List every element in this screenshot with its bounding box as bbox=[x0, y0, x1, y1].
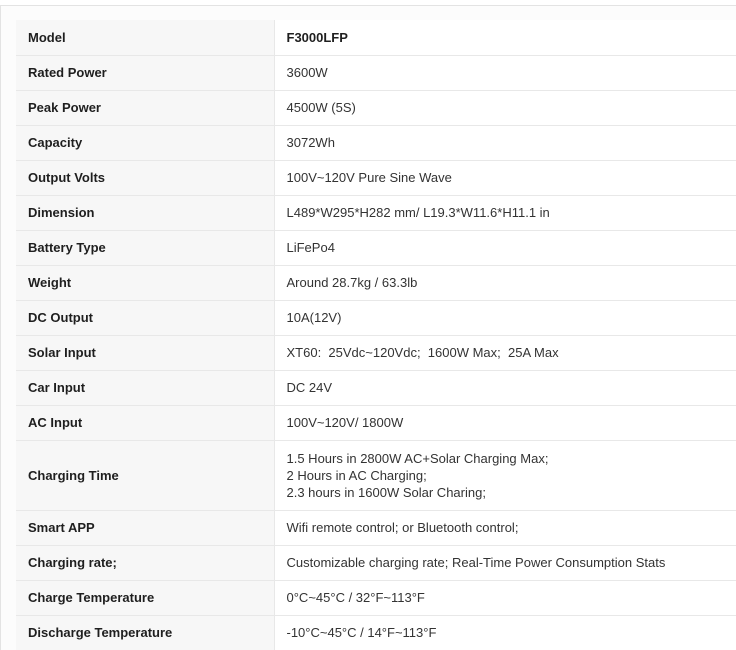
row-label: Output Volts bbox=[16, 160, 274, 195]
table-row-battery-type bbox=[16, 230, 736, 265]
row-label: Car Input bbox=[16, 370, 274, 405]
row-label: DC Output bbox=[16, 300, 274, 335]
row-value: 3600W bbox=[274, 55, 736, 90]
row-label: Charging rate; bbox=[16, 545, 274, 580]
row-label: Peak Power bbox=[16, 90, 274, 125]
table-row-smart-app bbox=[16, 510, 736, 545]
table-row-charging-time bbox=[16, 440, 736, 510]
table-row-capacity bbox=[16, 125, 736, 160]
row-label: Battery Type bbox=[16, 230, 274, 265]
row-value: 10A(12V) bbox=[274, 300, 736, 335]
row-value: F3000LFP bbox=[274, 20, 736, 55]
table-row-peak-power bbox=[16, 90, 736, 125]
charging-time-line: 2.3 hours in 1600W Solar Charing; bbox=[286, 484, 486, 500]
table-row-dimension bbox=[16, 195, 736, 230]
table-row-discharge-temperature bbox=[16, 615, 736, 650]
row-value: -10°C~45°C / 14°F~113°F bbox=[274, 615, 736, 650]
row-label: Charging Time bbox=[16, 440, 274, 510]
row-value: LiFePo4 bbox=[274, 230, 736, 265]
table-row-output-volts bbox=[16, 160, 736, 195]
row-value: Around 28.7kg / 63.3lb bbox=[274, 265, 736, 300]
table-row-weight bbox=[16, 265, 736, 300]
row-label: AC Input bbox=[16, 405, 274, 440]
row-value: Wifi remote control; or Bluetooth control; bbox=[274, 510, 736, 545]
table-row-model bbox=[16, 20, 736, 55]
row-label: Discharge Temperature bbox=[16, 615, 274, 650]
row-label: Rated Power bbox=[16, 55, 274, 90]
row-value: 3072Wh bbox=[274, 125, 736, 160]
row-label: Capacity bbox=[16, 125, 274, 160]
table-row-car-input bbox=[16, 370, 736, 405]
row-label: Dimension bbox=[16, 195, 274, 230]
row-value: XT60: 25Vdc~120Vdc; 1600W Max; 25A Max bbox=[274, 335, 736, 370]
row-label: Solar Input bbox=[16, 335, 274, 370]
row-value: 4500W (5S) bbox=[274, 90, 736, 125]
table-row-ac-input bbox=[16, 405, 736, 440]
row-label: Smart APP bbox=[16, 510, 274, 545]
spec-table-container bbox=[0, 5, 736, 650]
table-row-charging-rate bbox=[16, 545, 736, 580]
row-value: 0°C~45°C / 32°F~113°F bbox=[274, 580, 736, 615]
spec-table bbox=[16, 20, 736, 650]
row-value: 100V~120V Pure Sine Wave bbox=[274, 160, 736, 195]
row-value: DC 24V bbox=[274, 370, 736, 405]
row-value: 100V~120V/ 1800W bbox=[274, 405, 736, 440]
table-row-solar-input bbox=[16, 335, 736, 370]
table-row-dc-output bbox=[16, 300, 736, 335]
row-value bbox=[274, 440, 736, 510]
table-row-rated-power bbox=[16, 55, 736, 90]
table-row-charge-temperature bbox=[16, 580, 736, 615]
row-label: Weight bbox=[16, 265, 274, 300]
row-label: Model bbox=[16, 20, 274, 55]
charging-time-line: 2 Hours in AC Charging; bbox=[286, 467, 427, 483]
row-value: Customizable charging rate; Real-Time Power Consumption Stats bbox=[274, 545, 736, 580]
row-label: Charge Temperature bbox=[16, 580, 274, 615]
charging-time-line: 1.5 Hours in 2800W AC+Solar Charging Max; bbox=[286, 450, 549, 466]
row-value: L489*W295*H282 mm/ L19.3*W11.6*H11.1 in bbox=[274, 195, 736, 230]
